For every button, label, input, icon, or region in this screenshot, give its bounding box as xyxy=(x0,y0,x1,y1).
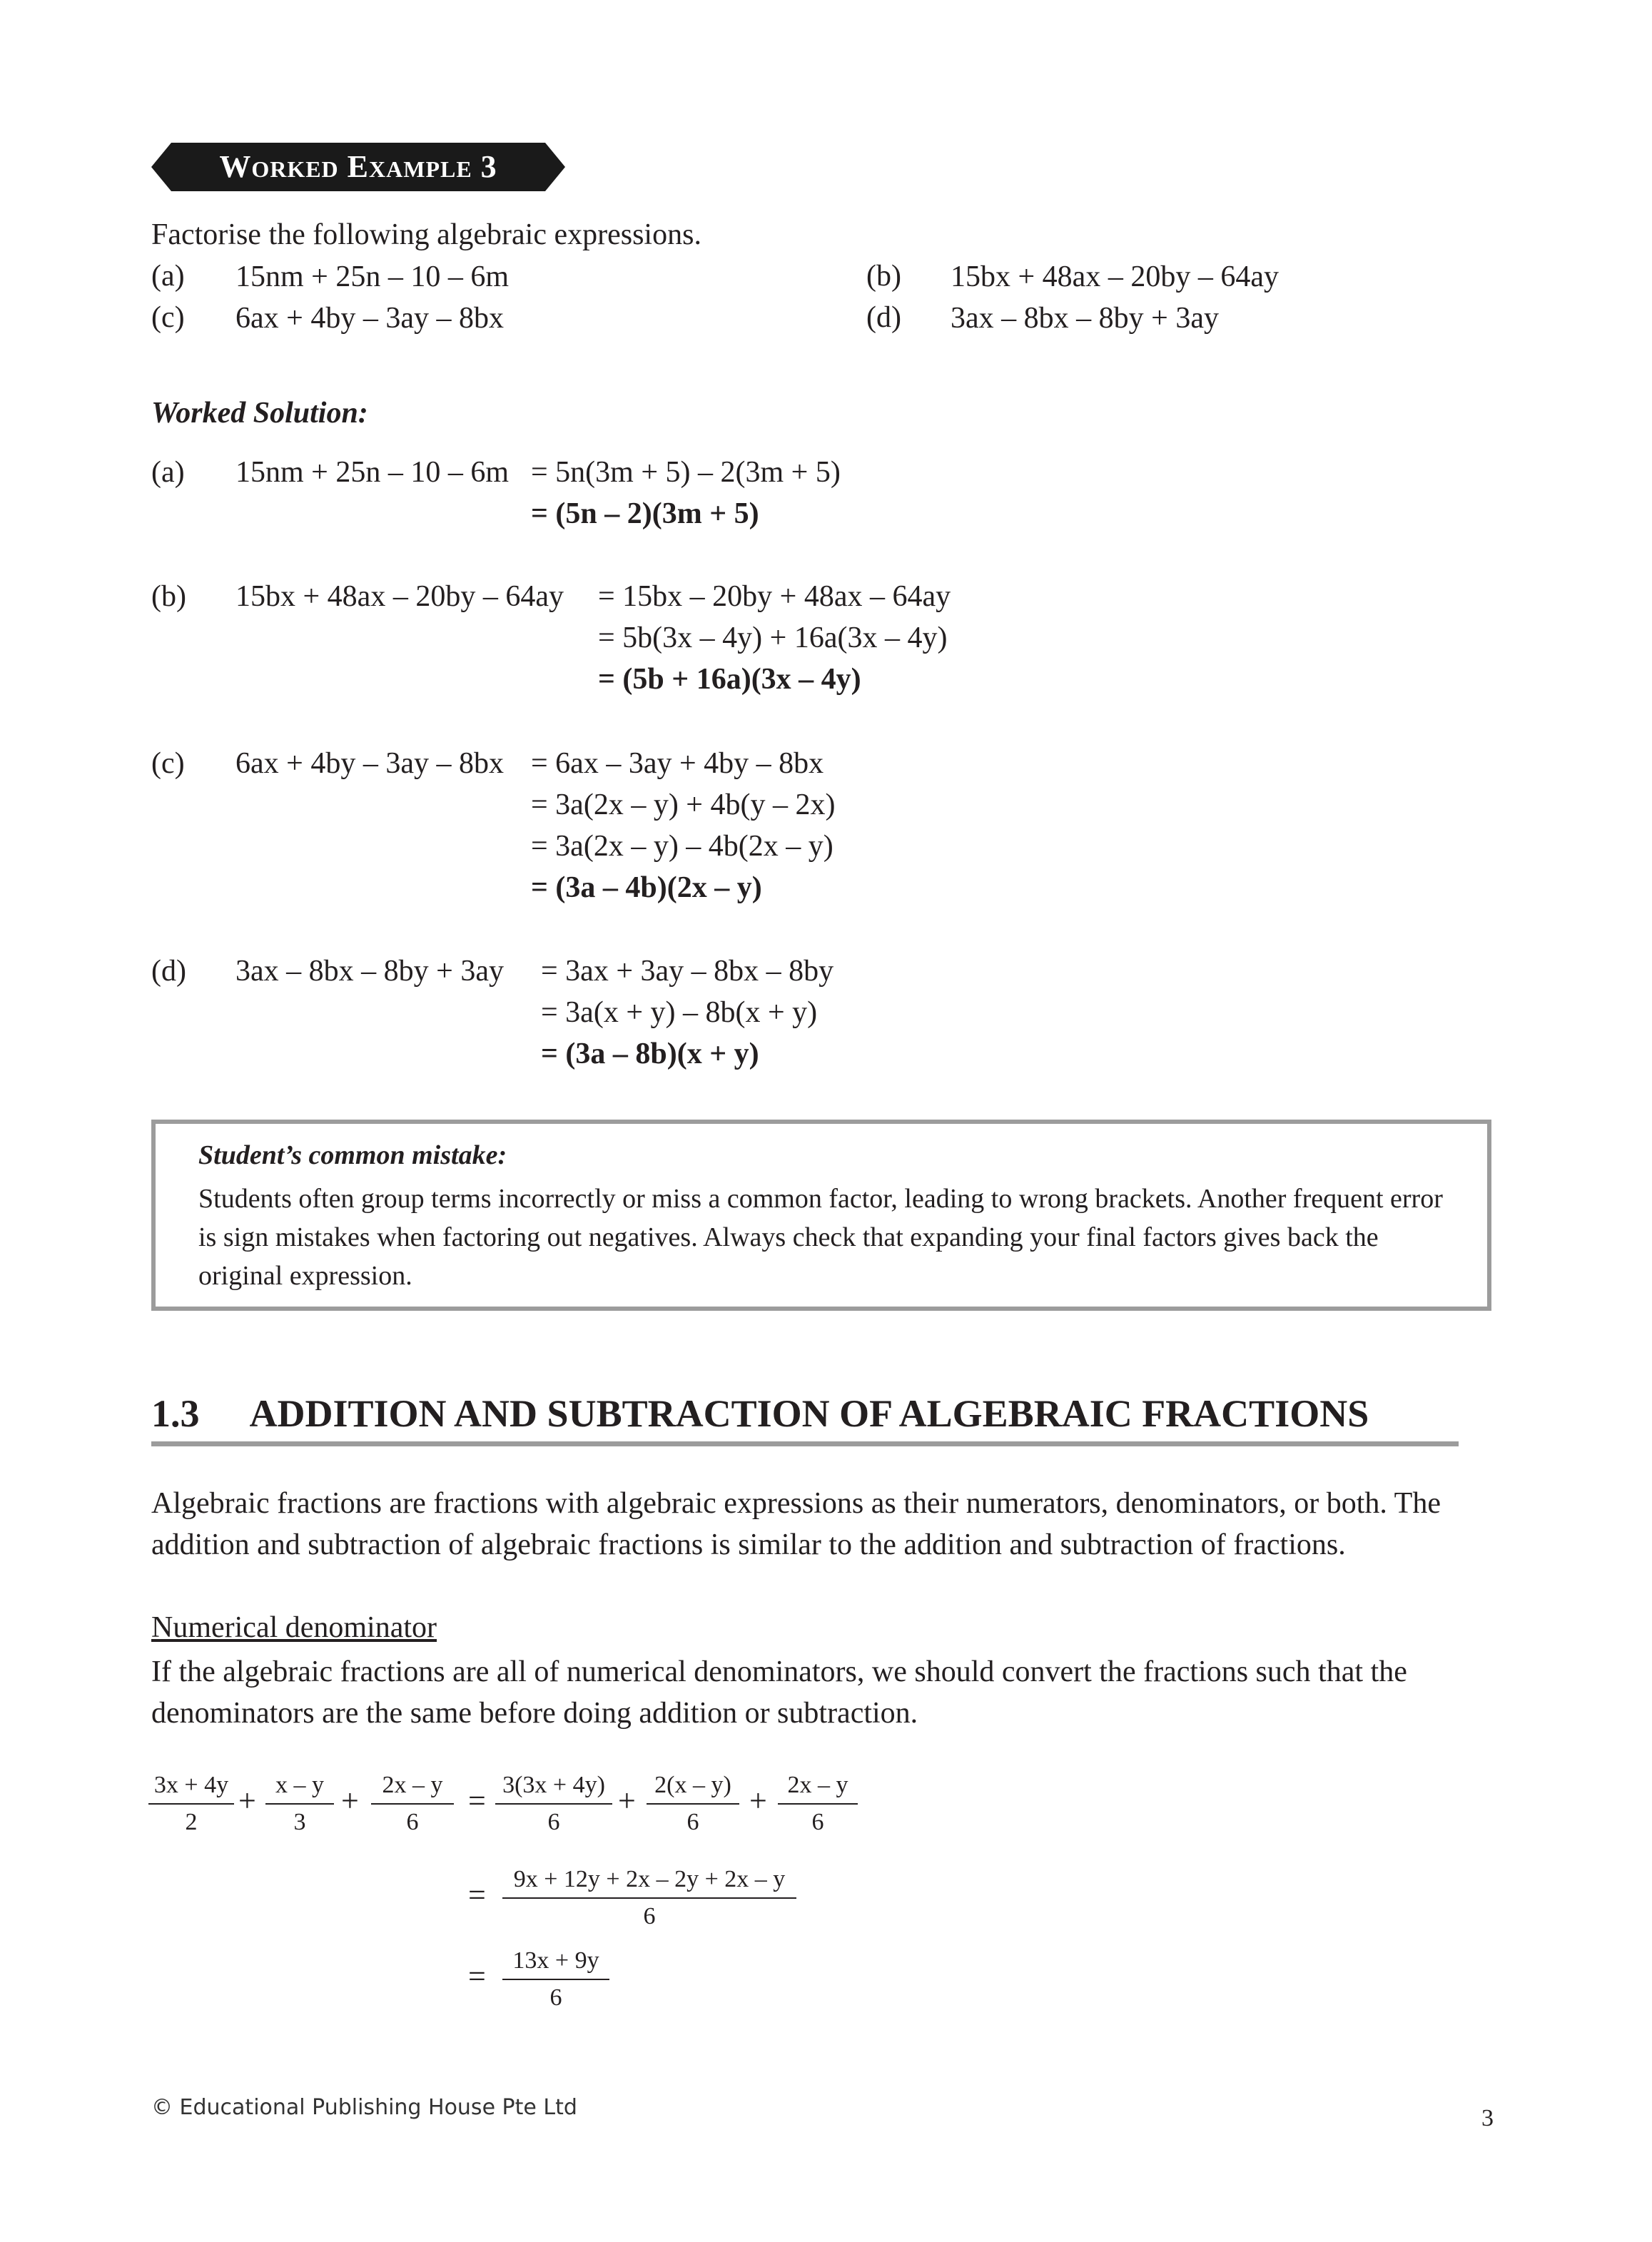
mistake-body: Students often group terms incorrectly or miss a common factor, leading to wrong brackets. Another frequent error is sign mistakes when factoring out negatives. Always check that expanding your final factors gives back the original expression. xyxy=(198,1184,1443,1291)
section-intro: Algebraic fractions are fractions with algebraic expressions as their numerators, denominators, or both. The addition and subtraction of algebraic fractions is similar to the addition and subtraction of fractions. xyxy=(151,1487,1441,1561)
solution-d-lhs: 3ax – 8bx – 8by + 3ay xyxy=(235,955,504,988)
fraction-3: 2x – y 6 xyxy=(371,1770,454,1838)
page-number: 3 xyxy=(1481,2105,1494,2131)
common-mistake-box xyxy=(151,1120,1491,1311)
question-label-d: (d) xyxy=(866,301,901,334)
section-number: 1.3 xyxy=(151,1392,200,1435)
plus-sign: + xyxy=(749,1783,767,1818)
fraction-4: 3(3x + 4y) 6 xyxy=(495,1770,612,1838)
question-intro: Factorise the following algebraic expressions. xyxy=(151,218,701,251)
question-expr-a: 15nm + 25n – 10 – 6m xyxy=(235,260,510,293)
fraction-5: 2(x – y) 6 xyxy=(647,1770,739,1838)
equals-sign: = xyxy=(468,1877,486,1912)
equals-sign: = xyxy=(468,1959,486,1994)
question-label-a: (a) xyxy=(151,260,185,293)
subheading-text: If the algebraic fractions are all of numerical denominators, we should convert the fractions such that the denominators are the same before doing addition or subtraction. xyxy=(151,1655,1407,1730)
solution-d-step-2: = 3a(x + y) – 8b(x + y) xyxy=(541,996,818,1029)
fraction-1: 3x + 4y 2 xyxy=(148,1770,234,1838)
question-expr-b: 15bx + 48ax – 20by – 64ay xyxy=(951,260,1279,293)
mistake-title: Student’s common mistake: xyxy=(198,1140,507,1170)
fraction-8: 13x + 9y 6 xyxy=(502,1945,609,2014)
section-heading xyxy=(151,1391,1369,1436)
solution-b-lhs: 15bx + 48ax – 20by – 64ay xyxy=(235,580,564,613)
subheading-numerical-denominator: Numerical denominator xyxy=(151,1611,437,1644)
equals-sign: = xyxy=(468,1783,486,1818)
solution-a-step-2: = (5n – 2)(3m + 5) xyxy=(531,497,759,530)
question-label-c: (c) xyxy=(151,301,185,334)
fraction-6: 2x – y 6 xyxy=(778,1770,858,1838)
plus-sign: + xyxy=(618,1783,636,1818)
solution-b-step-3: = (5b + 16a)(3x – 4y) xyxy=(598,663,861,696)
solution-c-step-1: = 6ax – 3ay + 4by – 8bx xyxy=(531,747,824,780)
solution-c-step-4: = (3a – 4b)(2x – y) xyxy=(531,871,762,904)
question-expr-d: 3ax – 8bx – 8by + 3ay xyxy=(951,302,1219,335)
footer-copyright: © Educational Publishing House Pte Ltd xyxy=(151,2095,577,2120)
section-underline xyxy=(151,1441,1459,1446)
solution-b-step-2: = 5b(3x – 4y) + 16a(3x – 4y) xyxy=(598,622,948,654)
solution-c-step-3: = 3a(2x – y) – 4b(2x – y) xyxy=(531,830,833,863)
solution-a-step-1: = 5n(3m + 5) – 2(3m + 5) xyxy=(531,456,841,489)
solution-b-step-1: = 15bx – 20by + 48ax – 64ay xyxy=(598,580,951,613)
worked-example-banner xyxy=(151,143,565,191)
solution-a-lhs: 15nm + 25n – 10 – 6m xyxy=(235,456,510,489)
plus-sign: + xyxy=(238,1783,256,1818)
plus-sign: + xyxy=(341,1783,359,1818)
solution-heading: Worked Solution: xyxy=(151,397,368,430)
solution-d-step-1: = 3ax + 3ay – 8bx – 8by xyxy=(541,955,834,988)
solution-d-step-3: = (3a – 8b)(x + y) xyxy=(541,1038,759,1070)
solution-label-a: (a) xyxy=(151,456,185,489)
banner-title: WORKED EXAMPLE 3 xyxy=(219,149,497,184)
fraction-2: x – y 3 xyxy=(265,1770,334,1838)
question-expr-c: 6ax + 4by – 3ay – 8bx xyxy=(235,302,504,335)
question-label-b: (b) xyxy=(866,260,901,293)
solution-c-step-2: = 3a(2x – y) + 4b(y – 2x) xyxy=(531,788,836,821)
section-title: ADDITION AND SUBTRACTION OF ALGEBRAIC FRACTIONS xyxy=(249,1392,1369,1435)
solution-label-c: (c) xyxy=(151,747,185,780)
solution-label-b: (b) xyxy=(151,580,186,613)
solution-c-lhs: 6ax + 4by – 3ay – 8bx xyxy=(235,747,504,780)
solution-label-d: (d) xyxy=(151,955,186,988)
fraction-7: 9x + 12y + 2x – 2y + 2x – y 6 xyxy=(502,1864,796,1932)
